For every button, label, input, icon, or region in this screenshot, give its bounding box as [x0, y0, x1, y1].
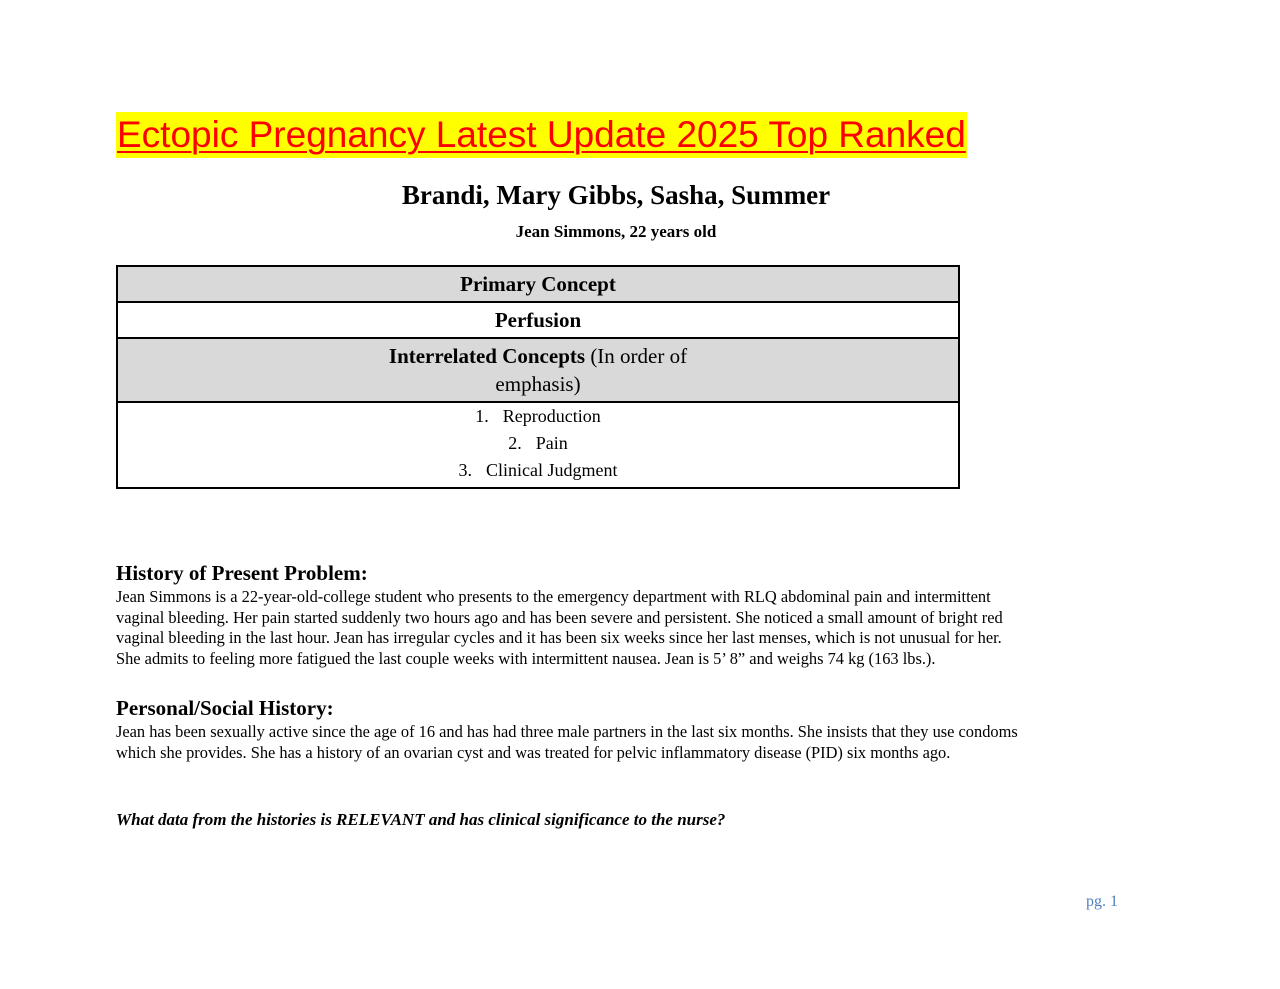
interrelated-concepts-list — [118, 403, 958, 484]
page-number: pg. 1 — [1086, 893, 1118, 910]
history-heading: History of Present Problem: — [116, 561, 368, 585]
list-item — [118, 457, 958, 484]
social-history-line: which she provides. She has a history of an ovarian cyst and was treated for pelvic inflammatory disease (PID) six months ago. — [116, 742, 951, 762]
history-line: She admits to feeling more fatigued the last couple weeks with intermittent nausea. Jean is 5’ 8” and weighs 74 kg (163 lbs.). — [116, 648, 936, 668]
primary-concept-header: Primary Concept — [117, 266, 959, 302]
history-line: vaginal bleeding in the last hour. Jean has irregular cycles and it has been six weeks since her last menses, which is not unusual for her. — [116, 628, 1002, 647]
social-history-heading: Personal/Social History: — [116, 696, 334, 720]
interrelated-concepts-header-row — [117, 338, 959, 402]
interrelated-concepts-note-line1: (In order of — [585, 344, 688, 368]
patient-line: Jean Simmons, 22 years old — [515, 222, 717, 241]
history-line: Jean Simmons is a 22-year-old-college student who presents to the emergency department with RLQ abdominal pain and intermittent — [116, 587, 991, 606]
list-item-number: 1. — [475, 406, 489, 426]
interrelated-concepts-label: Interrelated Concepts — [388, 344, 586, 368]
interrelated-concepts-list-row — [117, 402, 959, 488]
history-body — [116, 587, 1101, 669]
document-title: Ectopic Pregnancy Latest Update 2025 Top Ranked — [116, 112, 967, 158]
list-item-label: Pain — [535, 433, 568, 453]
interrelated-concepts-cell — [117, 402, 959, 488]
interrelated-concepts-note-line2: emphasis) — [495, 372, 581, 396]
interrelated-concepts-header — [117, 338, 959, 402]
list-item-label: Clinical Judgment — [486, 460, 618, 480]
social-history-body — [116, 722, 1101, 763]
concept-table — [116, 265, 960, 489]
social-history-line: Jean has been sexually active since the age of 16 and has had three male partners in the last six months. She insists that they use condoms — [116, 722, 1018, 741]
primary-concept-value: Perfusion — [117, 302, 959, 338]
document-title-wrapper — [116, 112, 967, 158]
primary-concept-header-row — [117, 266, 959, 302]
clinical-question: What data from the histories is RELEVANT and has clinical significance to the nurse? — [116, 810, 726, 829]
list-item-number: 2. — [508, 433, 522, 453]
list-item — [118, 430, 958, 457]
list-item — [118, 403, 958, 430]
primary-concept-value-row — [117, 302, 959, 338]
list-item-number: 3. — [458, 460, 472, 480]
authors-line: Brandi, Mary Gibbs, Sasha, Summer — [401, 180, 831, 210]
history-line: vaginal bleeding. Her pain started suddenly two hours ago and has been severe and persistent. She noticed a small amount of bright red — [116, 607, 1003, 627]
list-item-label: Reproduction — [502, 406, 601, 426]
